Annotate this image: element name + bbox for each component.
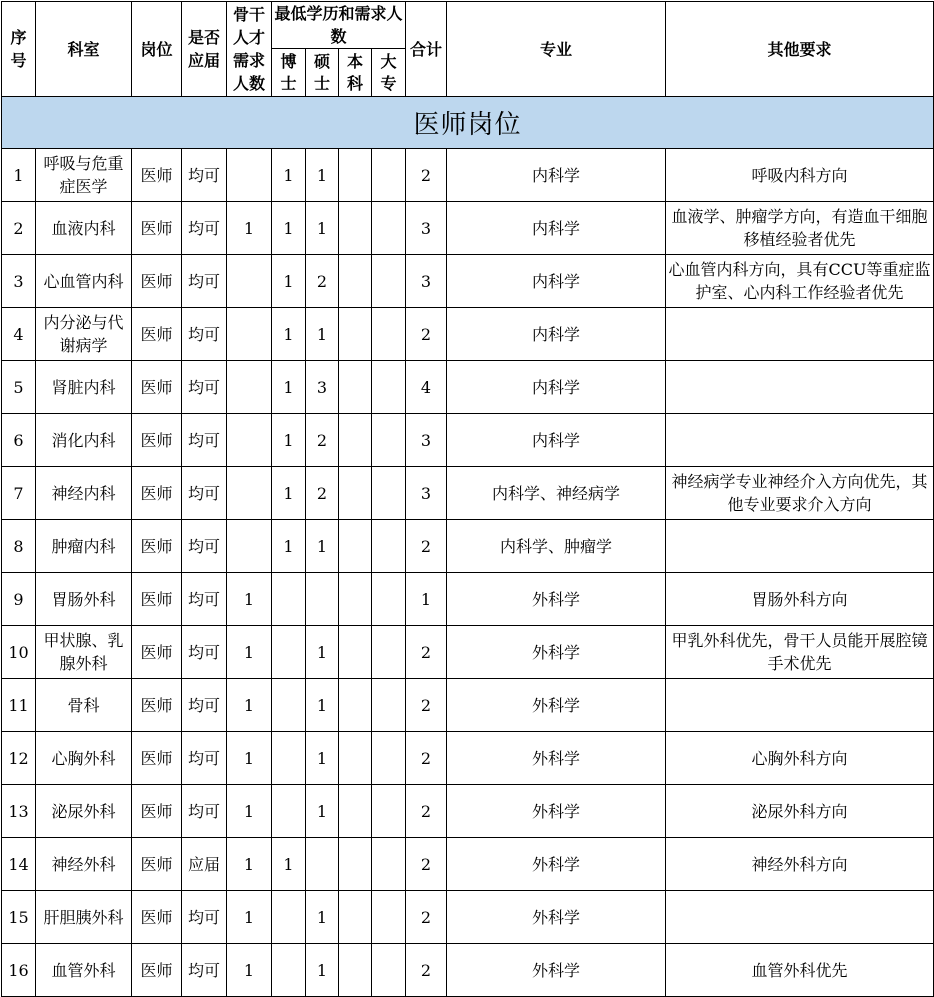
cell-seq: 5 [2, 361, 36, 414]
cell-fresh: 均可 [182, 785, 227, 838]
cell-post: 医师 [132, 202, 182, 255]
table-row [2, 838, 934, 891]
header-edu-group: 最低学历和需求人数 [272, 2, 406, 49]
cell-other: 神经外科方向 [666, 838, 934, 891]
cell-other: 甲乳外科优先，骨干人员能开展腔镜手术优先 [666, 626, 934, 679]
cell-bachelor [339, 944, 372, 997]
cell-seq: 7 [2, 467, 36, 520]
cell-post: 医师 [132, 414, 182, 467]
table-row [2, 467, 934, 520]
cell-seq: 3 [2, 255, 36, 308]
cell-post: 医师 [132, 626, 182, 679]
cell-fresh: 均可 [182, 891, 227, 944]
header-bachelor: 本科 [339, 49, 372, 97]
cell-dept: 肝胆胰外科 [36, 891, 132, 944]
cell-other [666, 308, 934, 361]
cell-college [372, 838, 406, 891]
cell-bachelor [339, 255, 372, 308]
cell-bachelor [339, 520, 372, 573]
cell-other: 呼吸内科方向 [666, 149, 934, 202]
table-row [2, 361, 934, 414]
cell-backbone [227, 467, 272, 520]
cell-major: 外科学 [447, 732, 666, 785]
cell-backbone: 1 [227, 732, 272, 785]
cell-total: 3 [406, 414, 447, 467]
cell-major: 内科学 [447, 149, 666, 202]
cell-college [372, 467, 406, 520]
cell-phd: 1 [272, 202, 306, 255]
cell-college [372, 255, 406, 308]
cell-other: 心血管内科方向，具有CCU等重症监护室、心内科工作经验者优先 [666, 255, 934, 308]
cell-fresh: 均可 [182, 732, 227, 785]
cell-total: 2 [406, 838, 447, 891]
cell-dept: 胃肠外科 [36, 573, 132, 626]
cell-bachelor [339, 679, 372, 732]
cell-bachelor [339, 202, 372, 255]
cell-seq: 4 [2, 308, 36, 361]
cell-master [306, 838, 339, 891]
cell-total: 4 [406, 361, 447, 414]
cell-backbone: 1 [227, 944, 272, 997]
cell-major: 外科学 [447, 891, 666, 944]
cell-total: 1 [406, 573, 447, 626]
cell-post: 医师 [132, 520, 182, 573]
cell-seq: 10 [2, 626, 36, 679]
cell-master: 1 [306, 679, 339, 732]
cell-post: 医师 [132, 679, 182, 732]
cell-college [372, 520, 406, 573]
section-title: 医师岗位 [2, 97, 934, 149]
cell-post: 医师 [132, 891, 182, 944]
cell-backbone: 1 [227, 679, 272, 732]
cell-master: 1 [306, 944, 339, 997]
cell-fresh: 均可 [182, 520, 227, 573]
cell-seq: 2 [2, 202, 36, 255]
cell-master: 1 [306, 785, 339, 838]
cell-college [372, 202, 406, 255]
cell-backbone: 1 [227, 891, 272, 944]
header-dept: 科室 [36, 2, 132, 97]
cell-master: 1 [306, 308, 339, 361]
cell-phd: 1 [272, 149, 306, 202]
cell-master: 3 [306, 361, 339, 414]
table-row [2, 573, 934, 626]
cell-post: 医师 [132, 149, 182, 202]
cell-college [372, 414, 406, 467]
cell-dept: 消化内科 [36, 414, 132, 467]
cell-total: 2 [406, 785, 447, 838]
cell-phd [272, 626, 306, 679]
cell-college [372, 891, 406, 944]
cell-phd: 1 [272, 838, 306, 891]
cell-major: 内科学 [447, 202, 666, 255]
cell-fresh: 均可 [182, 573, 227, 626]
cell-phd: 1 [272, 467, 306, 520]
cell-post: 医师 [132, 573, 182, 626]
cell-post: 医师 [132, 944, 182, 997]
cell-total: 2 [406, 679, 447, 732]
cell-college [372, 149, 406, 202]
cell-college [372, 944, 406, 997]
cell-dept: 甲状腺、乳腺外科 [36, 626, 132, 679]
cell-phd: 1 [272, 255, 306, 308]
cell-phd [272, 785, 306, 838]
cell-other [666, 520, 934, 573]
cell-backbone: 1 [227, 626, 272, 679]
cell-other: 胃肠外科方向 [666, 573, 934, 626]
cell-fresh: 均可 [182, 308, 227, 361]
cell-bachelor [339, 361, 372, 414]
cell-master: 1 [306, 202, 339, 255]
cell-seq: 6 [2, 414, 36, 467]
header-post: 岗位 [132, 2, 182, 97]
header-row [2, 2, 934, 49]
recruitment-table [1, 1, 934, 997]
cell-total: 3 [406, 202, 447, 255]
cell-post: 医师 [132, 732, 182, 785]
header-college: 大专 [372, 49, 406, 97]
cell-major: 外科学 [447, 838, 666, 891]
cell-fresh: 均可 [182, 467, 227, 520]
cell-dept: 血液内科 [36, 202, 132, 255]
table-row [2, 891, 934, 944]
cell-phd: 1 [272, 520, 306, 573]
table-row [2, 626, 934, 679]
cell-bachelor [339, 785, 372, 838]
cell-bachelor [339, 626, 372, 679]
cell-phd [272, 944, 306, 997]
cell-fresh: 均可 [182, 255, 227, 308]
cell-seq: 9 [2, 573, 36, 626]
cell-major: 内科学 [447, 414, 666, 467]
cell-post: 医师 [132, 361, 182, 414]
header-master: 硕士 [306, 49, 339, 97]
table-row [2, 255, 934, 308]
cell-other [666, 414, 934, 467]
cell-bachelor [339, 414, 372, 467]
cell-major: 外科学 [447, 944, 666, 997]
cell-college [372, 785, 406, 838]
cell-backbone [227, 361, 272, 414]
cell-master: 2 [306, 467, 339, 520]
cell-total: 3 [406, 467, 447, 520]
cell-phd [272, 679, 306, 732]
header-phd: 博士 [272, 49, 306, 97]
cell-phd: 1 [272, 361, 306, 414]
cell-backbone [227, 414, 272, 467]
cell-total: 2 [406, 891, 447, 944]
cell-dept: 呼吸与危重症医学 [36, 149, 132, 202]
cell-phd [272, 732, 306, 785]
cell-total: 2 [406, 520, 447, 573]
header-major: 专业 [447, 2, 666, 97]
cell-backbone: 1 [227, 838, 272, 891]
cell-fresh: 应届 [182, 838, 227, 891]
cell-other [666, 679, 934, 732]
cell-seq: 1 [2, 149, 36, 202]
cell-master: 2 [306, 255, 339, 308]
cell-other [666, 361, 934, 414]
cell-bachelor [339, 732, 372, 785]
cell-major: 外科学 [447, 785, 666, 838]
cell-total: 2 [406, 732, 447, 785]
cell-college [372, 732, 406, 785]
cell-college [372, 361, 406, 414]
cell-dept: 心胸外科 [36, 732, 132, 785]
cell-other: 血管外科优先 [666, 944, 934, 997]
header-fresh: 是否应届 [182, 2, 227, 97]
cell-major: 外科学 [447, 626, 666, 679]
cell-major: 外科学 [447, 679, 666, 732]
cell-phd: 1 [272, 308, 306, 361]
cell-seq: 16 [2, 944, 36, 997]
cell-total: 2 [406, 149, 447, 202]
cell-bachelor [339, 149, 372, 202]
cell-phd [272, 573, 306, 626]
cell-major: 内科学 [447, 308, 666, 361]
cell-dept: 神经外科 [36, 838, 132, 891]
cell-bachelor [339, 467, 372, 520]
cell-fresh: 均可 [182, 626, 227, 679]
cell-seq: 11 [2, 679, 36, 732]
cell-bachelor [339, 308, 372, 361]
cell-other [666, 891, 934, 944]
cell-bachelor [339, 573, 372, 626]
cell-phd [272, 891, 306, 944]
table-row [2, 679, 934, 732]
table-row [2, 785, 934, 838]
cell-backbone: 1 [227, 785, 272, 838]
cell-fresh: 均可 [182, 149, 227, 202]
cell-dept: 心血管内科 [36, 255, 132, 308]
cell-college [372, 573, 406, 626]
cell-fresh: 均可 [182, 679, 227, 732]
cell-seq: 15 [2, 891, 36, 944]
cell-other: 心胸外科方向 [666, 732, 934, 785]
cell-dept: 肾脏内科 [36, 361, 132, 414]
header-seq: 序号 [2, 2, 36, 97]
cell-major: 内科学 [447, 361, 666, 414]
cell-dept: 血管外科 [36, 944, 132, 997]
cell-master: 1 [306, 520, 339, 573]
cell-other: 神经病学专业神经介入方向优先，其他专业要求介入方向 [666, 467, 934, 520]
cell-backbone [227, 149, 272, 202]
header-other: 其他要求 [666, 2, 934, 97]
cell-other: 血液学、肿瘤学方向，有造血干细胞移植经验者优先 [666, 202, 934, 255]
table-row [2, 414, 934, 467]
cell-total: 2 [406, 626, 447, 679]
cell-seq: 14 [2, 838, 36, 891]
cell-total: 2 [406, 944, 447, 997]
table-row [2, 149, 934, 202]
cell-backbone [227, 308, 272, 361]
table-row [2, 308, 934, 361]
cell-master: 1 [306, 732, 339, 785]
cell-backbone [227, 520, 272, 573]
cell-dept: 泌尿外科 [36, 785, 132, 838]
cell-seq: 12 [2, 732, 36, 785]
cell-phd: 1 [272, 414, 306, 467]
cell-college [372, 626, 406, 679]
cell-post: 医师 [132, 785, 182, 838]
cell-fresh: 均可 [182, 361, 227, 414]
header-total: 合计 [406, 2, 447, 97]
cell-bachelor [339, 838, 372, 891]
cell-dept: 神经内科 [36, 467, 132, 520]
table-row [2, 202, 934, 255]
table-row [2, 732, 934, 785]
cell-dept: 内分泌与代谢病学 [36, 308, 132, 361]
table-row [2, 944, 934, 997]
cell-master: 1 [306, 891, 339, 944]
cell-fresh: 均可 [182, 944, 227, 997]
cell-master [306, 573, 339, 626]
cell-total: 2 [406, 308, 447, 361]
cell-post: 医师 [132, 467, 182, 520]
cell-backbone: 1 [227, 202, 272, 255]
cell-post: 医师 [132, 308, 182, 361]
cell-major: 内科学 [447, 255, 666, 308]
cell-master: 1 [306, 626, 339, 679]
cell-dept: 肿瘤内科 [36, 520, 132, 573]
cell-master: 2 [306, 414, 339, 467]
cell-dept: 骨科 [36, 679, 132, 732]
cell-total: 3 [406, 255, 447, 308]
cell-master: 1 [306, 149, 339, 202]
cell-post: 医师 [132, 838, 182, 891]
cell-post: 医师 [132, 255, 182, 308]
cell-fresh: 均可 [182, 414, 227, 467]
cell-backbone [227, 255, 272, 308]
cell-major: 外科学 [447, 573, 666, 626]
header-backbone: 骨干人才需求人数 [227, 2, 272, 97]
cell-college [372, 679, 406, 732]
cell-other: 泌尿外科方向 [666, 785, 934, 838]
cell-bachelor [339, 891, 372, 944]
section-row [2, 97, 934, 149]
table-body [2, 149, 934, 997]
cell-seq: 8 [2, 520, 36, 573]
cell-major: 内科学、神经病学 [447, 467, 666, 520]
cell-seq: 13 [2, 785, 36, 838]
cell-major: 内科学、肿瘤学 [447, 520, 666, 573]
cell-backbone: 1 [227, 573, 272, 626]
cell-college [372, 308, 406, 361]
table-row [2, 520, 934, 573]
cell-fresh: 均可 [182, 202, 227, 255]
